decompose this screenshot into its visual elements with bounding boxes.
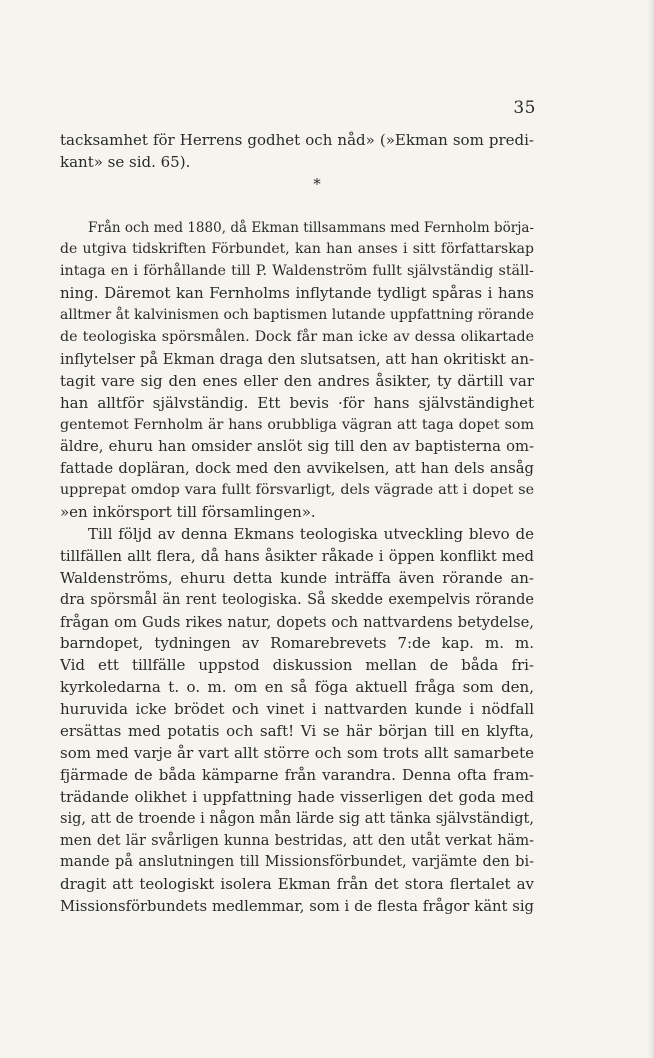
text-line: han alltför självständig. Ett bevis ·för hans självständighet (60, 393, 534, 412)
text-line: Missionsförbundets medlemmar, som i de flesta frågor känt sig (60, 898, 534, 916)
text-line: kyrkoledarna t. o. m. om en så föga aktuell fråga som den, (60, 678, 534, 697)
text-line: »en inkörsport till församlingen». (60, 503, 316, 522)
text-line: som med varje år vart allt större och som trots allt samarbete (60, 743, 534, 762)
text-line: de utgiva tidskriften Förbundet, kan han anses i sitt författarskap (60, 241, 534, 258)
text-line: dra spörsmål än rent teologiska. Så skedde exempelvis rörande (60, 591, 534, 608)
text-line: men det lär svårligen kunna bestridas, att den utåt verkat häm- (60, 832, 534, 849)
text-line: mande på anslutningen till Missionsförbundet, varjämte den bi- (60, 854, 534, 871)
section-separator: * (313, 174, 321, 193)
text-line: intaga en i förhållande till P. Waldenström fullt självständig ställ- (60, 263, 534, 280)
text-line: kant» se sid. 65). (60, 152, 191, 171)
text-line: Waldenströms, ehuru detta kunde inträffa även rörande an- (60, 568, 534, 587)
text-line: äldre, ehuru han omsider anslöt sig till den av baptisterna om- (60, 438, 534, 456)
text-line: tillfällen allt flera, då hans åsikter råkade i öppen konflikt med (60, 547, 534, 565)
text-line: Från och med 1880, då Ekman tillsammans med Fernholm börja- (88, 219, 534, 236)
text-line: ning. Däremot kan Fernholms inflytande tydligt spåras i hans (60, 284, 534, 303)
text-line: Till följd av denna Ekmans teologiska utveckling blevo de (88, 525, 534, 544)
text-line: inflytelser på Ekman draga den slutsatsen, att han okritiskt an- (60, 350, 534, 368)
text-line: tacksamhet för Herrens godhet och nåd» (»Ekman som predi- (60, 131, 534, 149)
text-line: Vid ett tillfälle uppstod diskussion mellan de båda fri- (60, 656, 534, 675)
text-line: ersättas med potatis och saft! Vi se här början till en klyfta, (60, 722, 534, 741)
blank-line (60, 196, 534, 218)
text-line: huruvida icke brödet och vinet i nattvarden kunde i nödfall (60, 700, 534, 719)
text-line: fattade dopläran, dock med den avvikelsen, att han dels ansåg (60, 460, 534, 478)
page-number: 35 (513, 98, 536, 118)
text-line: frågan om Guds rikes natur, dopets och nattvardens betydelse, (60, 613, 534, 631)
text-line: de teologiska spörsmålen. Dock får man icke av dessa olikartade (60, 329, 534, 346)
text-line: alltmer åt kalvinismen och baptismen lutande uppfattning rörande (60, 307, 534, 324)
text-line: dragit att teologiskt isolera Ekman från det stora flertalet av (60, 875, 534, 894)
body-text (60, 130, 534, 918)
text-line: upprepat omdop vara fullt försvarligt, dels vägrade att i dopet se (60, 482, 534, 499)
text-line: tagit vare sig den enes eller den andres åsikter, ty därtill var (60, 371, 534, 390)
text-line: barndopet, tydningen av Romarebrevets 7:de kap. m. m. (60, 634, 534, 653)
page-edge-shadow (648, 0, 654, 1058)
text-line: trädande olikhet i uppfattning hade visserligen det goda med (60, 787, 534, 806)
text-line: fjärmade de båda kämparne från varandra. Denna ofta fram- (60, 765, 534, 784)
text-line: sig, att de troende i någon mån lärde sig att tänka självständigt, (60, 810, 534, 827)
text-line: gentemot Fernholm är hans orubbliga vägran att taga dopet som (60, 416, 534, 433)
